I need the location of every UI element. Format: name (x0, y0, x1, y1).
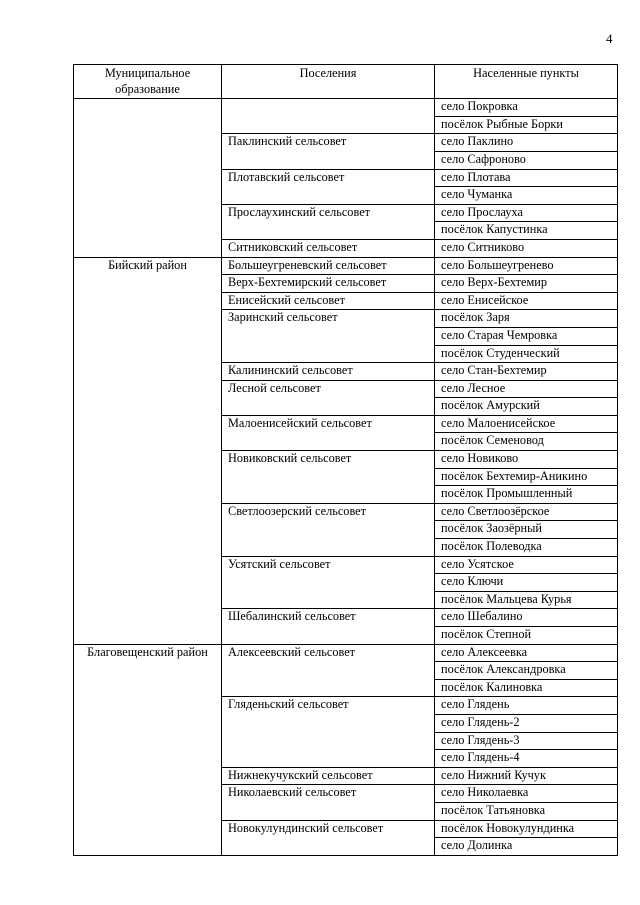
locality-cell: посёлок Рыбные Борки (435, 116, 618, 134)
locality-cell: село Глядень-3 (435, 732, 618, 750)
header-localities: Населенные пункты (435, 65, 618, 99)
settlement-cell: Паклинский сельсовет (222, 134, 435, 169)
locality-cell: село Большеугренево (435, 257, 618, 275)
settlement-cell (222, 99, 435, 134)
locality-cell: село Долинка (435, 838, 618, 856)
locality-cell: село Алексеевка (435, 644, 618, 662)
locality-cell: село Стан-Бехтемир (435, 363, 618, 381)
locality-cell: посёлок Бехтемир-Аникино (435, 468, 618, 486)
locality-cell: посёлок Татьяновка (435, 802, 618, 820)
settlement-cell: Николаевский сельсовет (222, 785, 435, 820)
locality-cell: село Нижний Кучук (435, 767, 618, 785)
header-settlements: Поселения (222, 65, 435, 99)
locality-cell: посёлок Полеводка (435, 539, 618, 557)
locality-cell: село Николаевка (435, 785, 618, 803)
table-row (74, 99, 618, 117)
locality-cell: село Прослауха (435, 204, 618, 222)
locality-cell: село Глядень-4 (435, 750, 618, 768)
settlement-cell: Алексеевский сельсовет (222, 644, 435, 697)
locality-cell: посёлок Степной (435, 627, 618, 645)
locality-cell: посёлок Заозёрный (435, 521, 618, 539)
municipality-cell (74, 99, 222, 257)
locality-cell: посёлок Семеновод (435, 433, 618, 451)
locality-cell: село Верх-Бехтемир (435, 275, 618, 293)
locality-cell: село Шебалино (435, 609, 618, 627)
municipality-cell: Бийский район (74, 257, 222, 644)
locality-cell: село Глядень-2 (435, 714, 618, 732)
settlement-cell: Калининский сельсовет (222, 363, 435, 381)
settlement-cell: Енисейский сельсовет (222, 292, 435, 310)
locality-cell: село Сафроново (435, 151, 618, 169)
locality-cell: посёлок Капустинка (435, 222, 618, 240)
locality-cell: село Новиково (435, 451, 618, 469)
settlement-cell: Лесной сельсовет (222, 380, 435, 415)
settlement-cell: Ситниковский сельсовет (222, 239, 435, 257)
header-municipality: Муниципальное образование (74, 65, 222, 99)
settlement-cell: Верх-Бехтемирский сельсовет (222, 275, 435, 293)
table-body (74, 99, 618, 856)
locality-cell: посёлок Калиновка (435, 679, 618, 697)
table-row (74, 644, 618, 662)
locality-cell: село Старая Чемровка (435, 327, 618, 345)
settlement-cell: Новиковский сельсовет (222, 451, 435, 504)
settlement-cell: Шебалинский сельсовет (222, 609, 435, 644)
locality-cell: село Малоенисейское (435, 415, 618, 433)
locality-cell: село Лесное (435, 380, 618, 398)
table-header-row (74, 65, 618, 99)
locality-cell: село Ситниково (435, 239, 618, 257)
settlement-cell: Нижнекучукский сельсовет (222, 767, 435, 785)
settlement-cell: Большеугреневский сельсовет (222, 257, 435, 275)
locality-cell: посёлок Александровка (435, 662, 618, 680)
locality-cell: посёлок Амурский (435, 398, 618, 416)
settlement-cell: Гляденьский сельсовет (222, 697, 435, 767)
page-number: 4 (606, 31, 613, 46)
settlement-cell: Малоенисейский сельсовет (222, 415, 435, 450)
settlement-cell: Заринский сельсовет (222, 310, 435, 363)
settlement-cell: Новокулундинский сельсовет (222, 820, 435, 855)
settlement-cell: Светлоозерский сельсовет (222, 503, 435, 556)
municipality-cell: Благовещенский район (74, 644, 222, 855)
settlement-cell: Усятский сельсовет (222, 556, 435, 609)
settlement-cell: Плотавский сельсовет (222, 169, 435, 204)
locality-cell: посёлок Заря (435, 310, 618, 328)
locality-cell: село Светлоозёрское (435, 503, 618, 521)
locality-cell: село Ключи (435, 574, 618, 592)
locality-cell: посёлок Промышленный (435, 486, 618, 504)
settlements-table (73, 64, 618, 856)
locality-cell: село Усятское (435, 556, 618, 574)
locality-cell: село Паклино (435, 134, 618, 152)
locality-cell: посёлок Новокулундинка (435, 820, 618, 838)
locality-cell: село Чуманка (435, 187, 618, 205)
locality-cell: село Глядень (435, 697, 618, 715)
locality-cell: село Плотава (435, 169, 618, 187)
table-row (74, 257, 618, 275)
locality-cell: посёлок Мальцева Курья (435, 591, 618, 609)
locality-cell: село Покровка (435, 99, 618, 117)
settlement-cell: Прослаухинский сельсовет (222, 204, 435, 239)
locality-cell: посёлок Студенческий (435, 345, 618, 363)
locality-cell: село Енисейское (435, 292, 618, 310)
